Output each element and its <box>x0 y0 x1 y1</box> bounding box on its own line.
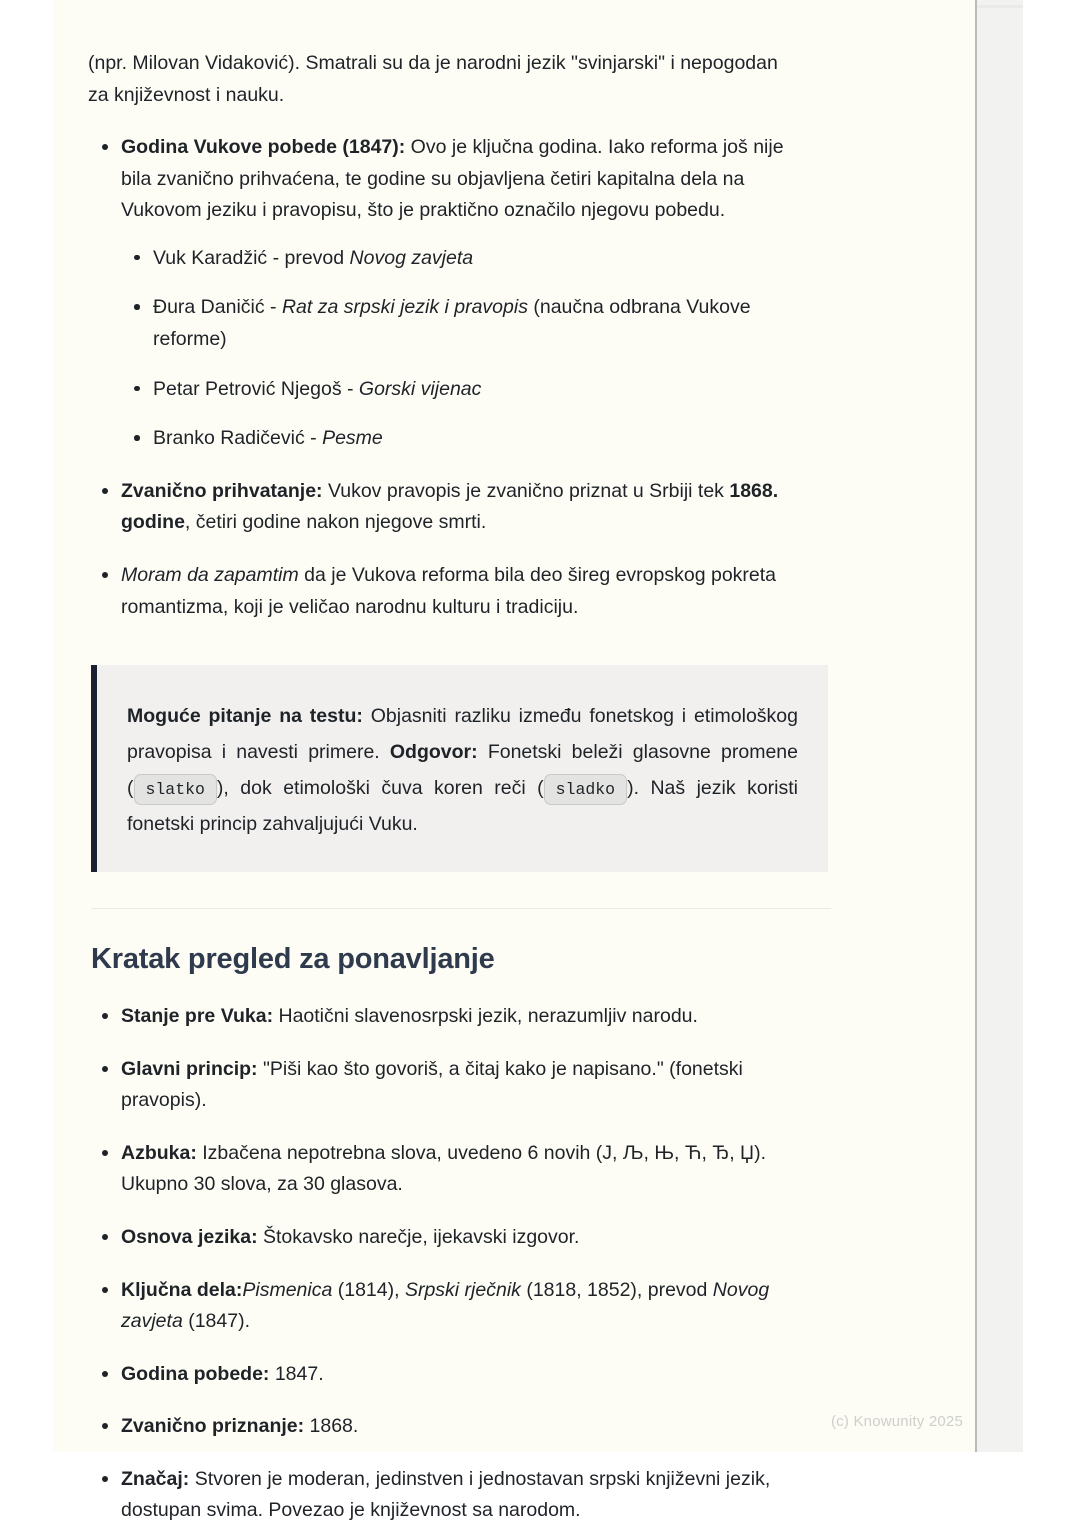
bullet-text: Vukov pravopis je zvanično priznat u Srbiji tek <box>322 479 730 502</box>
summary-bullet-list <box>88 1001 863 1527</box>
summary-label: Osnova jezika: <box>121 1225 258 1248</box>
lead-paragraph: (npr. Milovan Vidaković). Smatrali su da je narodni jezik "svinjarski" i nepogodan za književnost i nauku. <box>88 52 778 106</box>
summary-text: 1868. <box>304 1415 359 1438</box>
subitem-text: Đura Daničić - <box>153 296 282 319</box>
list-item-glavni-princip <box>88 1054 800 1117</box>
list-item-godina-vukove-pobede <box>88 132 800 455</box>
summary-label: Godina pobede: <box>121 1362 270 1385</box>
summary-text: "Piši kao što govoriš, a čitaj kako je napisano." (fonetski pravopis). <box>121 1057 743 1112</box>
callout-answer-part1: Fonetski beleži glasovne promene ( <box>127 741 798 800</box>
list-item-azbuka <box>88 1138 800 1201</box>
list-item-znacaj <box>88 1464 800 1527</box>
list-item-godina-pobede <box>88 1359 800 1391</box>
summary-label: Ključna dela: <box>121 1278 243 1301</box>
callout-answer-part3: ). Naš jezik koristi fonetski princip zahvaljujući Vuku. <box>127 777 798 836</box>
bullet-year: 1868. godine <box>121 479 779 534</box>
callout-paragraph <box>127 698 798 842</box>
exam-question-callout <box>91 665 828 872</box>
bullet-italic-lead: Moram da zapamtim <box>121 563 299 586</box>
bullet-label: Godina Vukove pobede (1847): <box>121 136 406 159</box>
list-item <box>121 423 801 455</box>
summary-label: Glavni princip: <box>121 1057 258 1080</box>
work-title: Pismenica <box>242 1278 333 1301</box>
list-item-moram-da-zapamtim <box>88 560 800 623</box>
list-item <box>121 243 801 275</box>
summary-text: Štokavsko narečje, ijekavski izgovor. <box>257 1225 580 1248</box>
subitem-title: Rat za srpski jezik i pravopis <box>281 296 528 319</box>
summary-text: Stvoren je moderan, jedinstven i jednostavan srpski književni jezik, dostupan svima. Povezao je književnost sa narodom. <box>121 1467 771 1522</box>
work-title: Srpski rječnik <box>404 1278 521 1301</box>
bullet-text: da je Vukova reforma bila deo šireg evropskog pokreta romantizma, koji je veličao narodnu kulturu i tradiciju. <box>121 563 777 618</box>
summary-text: 1847. <box>269 1362 324 1385</box>
document-content <box>88 0 863 1527</box>
list-item-zvanicno-priznanje <box>88 1411 800 1443</box>
list-item <box>121 292 801 355</box>
list-item-stanje-pre-vuka <box>88 1001 800 1033</box>
run-text: (1818, 1852), prevod <box>520 1278 713 1301</box>
subitem-title: Pesme <box>322 427 383 450</box>
work-title: Novog zavjeta <box>121 1278 770 1333</box>
callout-question-label: Moguće pitanje na testu: <box>127 705 363 728</box>
knowunity-watermark: (c) Knowunity 2025 <box>830 1413 963 1430</box>
subitem-title: Gorski vijenac <box>358 377 482 400</box>
code-chip-slatko: slatko <box>134 774 217 805</box>
subitem-text: Vuk Karadžić - prevod <box>153 246 350 269</box>
scrollbar-thumb[interactable] <box>977 5 1023 8</box>
subitem-text: Petar Petrović Njegoš - <box>153 377 359 400</box>
summary-text: Haotični slavenosrpski jezik, nerazumljiv narodu. <box>273 1005 698 1028</box>
summary-text: Izbačena nepotrebna slova, uvedeno 6 novih (Ј, Љ, Њ, Ћ, Ђ, Џ). Ukupno 30 slova, za 30 glasova. <box>121 1141 766 1196</box>
section-heading: Kratak pregled za ponavljanje <box>91 943 495 976</box>
summary-label: Stanje pre Vuka: <box>121 1005 274 1028</box>
list-item-zvanicno-prihvatanje <box>88 476 800 539</box>
subitem-tail: (naučna odbrana Vukove reforme) <box>153 296 751 351</box>
run-text: (1847). <box>182 1310 250 1333</box>
main-bullet-list <box>88 132 863 623</box>
document-page <box>53 0 975 1522</box>
callout-answer-part2: ), dok etimološki čuva koren reči ( <box>216 777 544 800</box>
bullet-text: Ovo je ključna godina. Iako reforma još nije bila zvanično prihvaćena, te godine su objavljena četiri kapitalna dela na Vukovom jeziku i pravopisu, što je praktično označilo njegovu pobedu. <box>121 136 784 222</box>
section-divider <box>91 908 831 909</box>
callout-question-text: Objasniti razliku između fonetskog i etimološkog pravopisa i navesti primere. <box>127 705 798 764</box>
code-chip-sladko: sladko <box>544 774 627 805</box>
subitem-title: Novog zavjeta <box>349 246 474 269</box>
bullet-text-tail: , četiri godine nakon njegove smrti. <box>184 511 487 534</box>
summary-label: Azbuka: <box>121 1141 197 1164</box>
bullet-label: Zvanično prihvatanje: <box>121 479 323 502</box>
summary-label: Značaj: <box>121 1467 190 1490</box>
subitem-text: Branko Radičević - <box>153 427 323 450</box>
run-text: (1814), <box>332 1278 405 1301</box>
vertical-scrollbar[interactable] <box>975 0 1023 1452</box>
summary-label: Zvanično priznanje: <box>121 1415 305 1438</box>
list-item-osnova-jezika <box>88 1222 800 1254</box>
list-item <box>121 374 801 406</box>
callout-answer-label: Odgovor: <box>389 741 478 764</box>
sub-bullet-list <box>121 243 800 455</box>
list-item-kljucna-dela <box>88 1275 800 1338</box>
